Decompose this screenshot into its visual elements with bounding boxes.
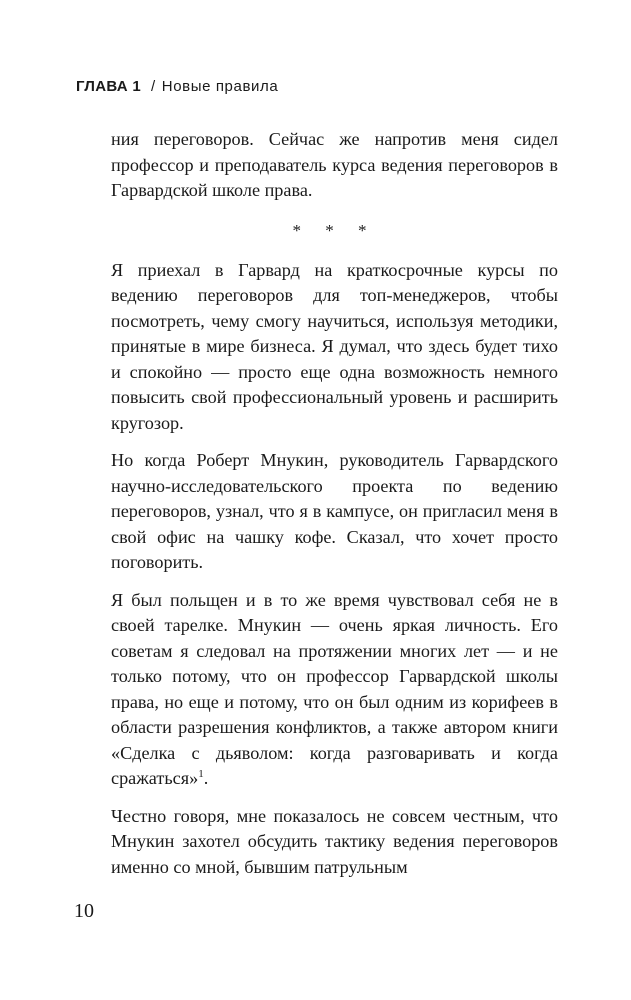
header-separator: /: [151, 78, 156, 95]
paragraph-flattered: Я был польщен и в то же время чувствовал себя не в своей тарелке. Мнукин — очень яркая личность. Его советам я следовал на протяжении многих лет — и не только потому, что он профессор Гарвардской школы права, но еще и потому, что он был одним из корифеев в области разрешения конфликтов, а также автором книги «Сделка с дьяволом: когда разговаривать и когда сражаться»$^1$.: [111, 589, 558, 788]
paragraph-flattered-text: Я был польщен и в то же время чувствовал себя не в своей тарелке. Мнукин — очень яркая личность. Его советам я следовал на протяжении многих лет — и не только потому, что он профессор Гарвардской школы права, но еще и потому, что он был одним из корифеев в области разрешения конфликтов, а также автором книги «Сделка с дьяволом: когда разговаривать и когда сражаться»: [111, 589, 558, 788]
paragraph-continuation: ния переговоров. Сейчас же напротив меня сидел профессор и преподаватель курса ведения переговоров в Гарвардской школе права.: [111, 129, 558, 200]
paragraph-harvard-arrival: Я приехал в Гарвард на краткосрочные курсы по ведению переговоров для топ-менеджеров, чтобы посмотреть, чему смогу научиться, используя методики, принятые в мире бизнеса. Я думал, что здесь будет тихо и спокойно — просто еще одна возможность немного повысить свой профессиональный уровень и расширить кругозор.: [111, 259, 558, 433]
paragraph-mnookin-invite: Но когда Роберт Мнукин, руководитель Гарвардского научно-исследовательского проекта по ведению переговоров, узнал, что я в кампусе, он пригласил меня в свой офис на чашку кофе. Сказал, что хочет просто поговорить.: [111, 450, 558, 572]
running-head: [76, 78, 278, 95]
page-body: [111, 127, 558, 892]
footnote-reference: 1: [198, 767, 204, 780]
paragraph-honestly: Честно говоря, мне показалось не совсем честным, что Мнукин захотел обсудить тактику ведения переговоров именно со мной, бывшим патрульным: [111, 805, 558, 877]
chapter-label: ГЛАВА 1: [76, 78, 142, 95]
chapter-title: Новые правила: [161, 78, 279, 95]
page-number: 10: [74, 900, 94, 922]
section-break: * * *: [292, 220, 377, 240]
